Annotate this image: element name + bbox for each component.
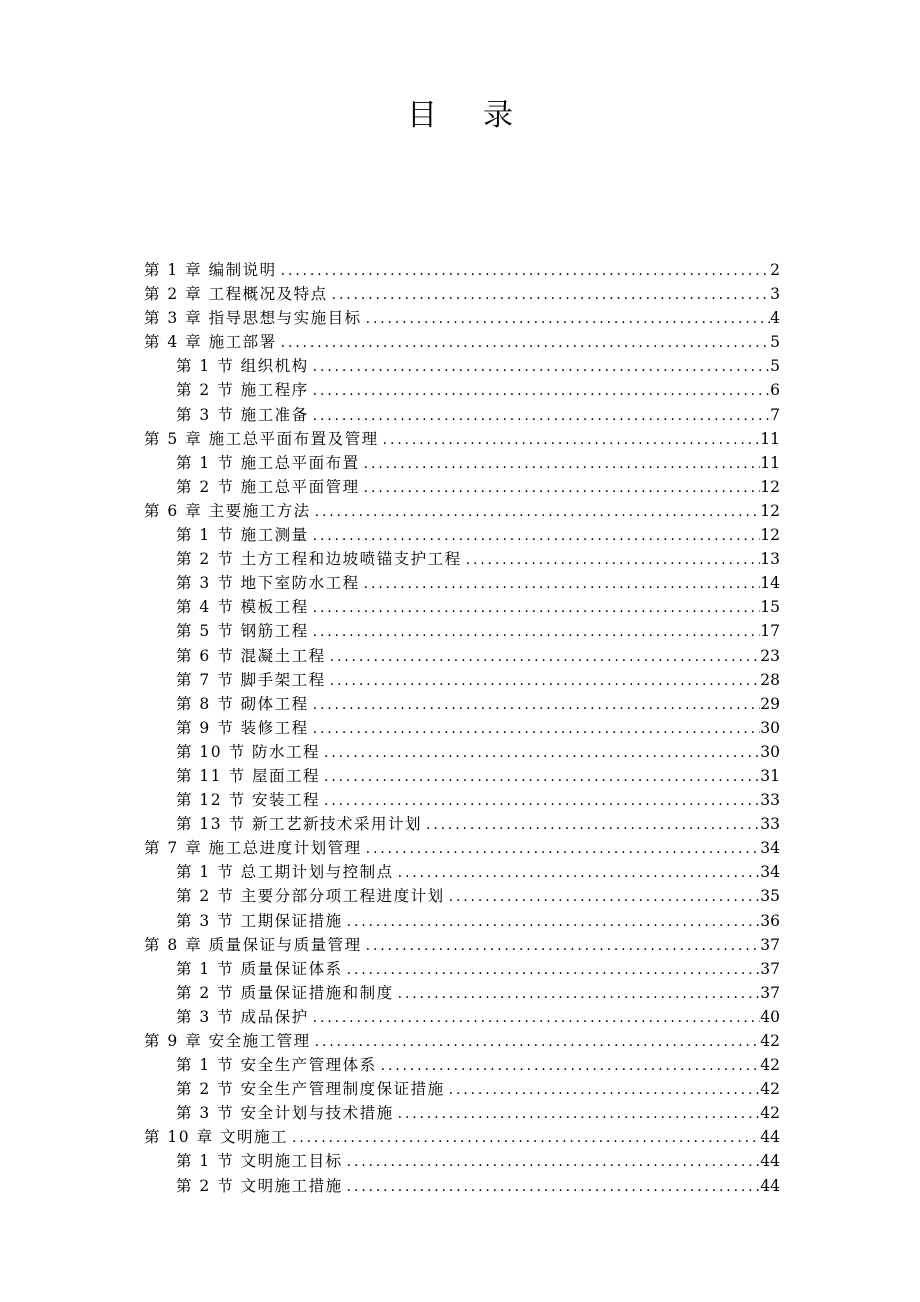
toc-page-number: 42 bbox=[760, 1056, 780, 1075]
toc-dot-leader bbox=[343, 958, 761, 981]
toc-entry-label: 第 10 章 文明施工 bbox=[144, 1128, 289, 1147]
toc-dot-leader bbox=[309, 1006, 761, 1029]
toc-section-entry[interactable] bbox=[144, 644, 780, 668]
toc-page-number: 12 bbox=[760, 477, 780, 496]
toc-entry-label: 第 4 节 模板工程 bbox=[176, 598, 309, 617]
toc-entry-label: 第 6 节 混凝土工程 bbox=[176, 646, 326, 665]
toc-entry-label: 第 2 节 安全生产管理制度保证措施 bbox=[176, 1080, 445, 1099]
toc-section-entry[interactable] bbox=[144, 1101, 780, 1125]
toc-chapter-entry[interactable] bbox=[144, 933, 780, 957]
toc-dot-leader bbox=[377, 1054, 761, 1077]
toc-section-entry[interactable] bbox=[144, 668, 780, 692]
toc-dot-leader bbox=[311, 1030, 761, 1053]
toc-section-entry[interactable] bbox=[144, 1174, 780, 1198]
toc-entry-label: 第 11 节 屋面工程 bbox=[176, 766, 321, 785]
toc-entry-label: 第 13 节 新工艺新技术采用计划 bbox=[176, 815, 423, 834]
toc-entry-label: 第 1 章 编制说明 bbox=[144, 261, 277, 279]
toc-section-entry[interactable] bbox=[144, 716, 780, 740]
toc-section-entry[interactable] bbox=[144, 884, 780, 908]
toc-section-entry[interactable] bbox=[144, 451, 780, 475]
toc-dot-leader bbox=[445, 1078, 761, 1101]
toc-page-number: 44 bbox=[760, 1176, 780, 1195]
toc-entry-label: 第 9 章 安全施工管理 bbox=[144, 1032, 311, 1050]
toc-dot-leader bbox=[328, 283, 770, 306]
toc-chapter-entry[interactable] bbox=[144, 282, 780, 306]
toc-dot-leader bbox=[360, 572, 761, 595]
toc-entry-label: 第 5 节 钢筋工程 bbox=[176, 622, 309, 641]
toc-dot-leader bbox=[326, 645, 761, 668]
title-char-1: 目 bbox=[407, 98, 437, 133]
toc-entry-label: 第 3 节 工期保证措施 bbox=[176, 911, 343, 930]
toc-page-number: 34 bbox=[760, 839, 780, 858]
toc-section-entry[interactable] bbox=[144, 354, 780, 378]
toc-section-entry[interactable] bbox=[144, 1005, 780, 1029]
toc-page-number: 12 bbox=[760, 526, 780, 545]
toc-section-entry[interactable] bbox=[144, 1077, 780, 1101]
toc-dot-leader bbox=[343, 1150, 761, 1173]
toc-dot-leader bbox=[320, 741, 760, 764]
toc-entry-label: 第 2 节 文明施工措施 bbox=[176, 1176, 343, 1195]
toc-dot-leader bbox=[362, 307, 770, 330]
toc-dot-leader bbox=[445, 885, 761, 908]
toc-page-number: 36 bbox=[760, 911, 780, 930]
toc-page-number: 13 bbox=[760, 550, 780, 569]
toc-dot-leader bbox=[277, 259, 770, 282]
toc-section-entry[interactable] bbox=[144, 403, 780, 427]
toc-dot-leader bbox=[360, 476, 761, 499]
toc-page-number: 42 bbox=[760, 1104, 780, 1123]
toc-section-entry[interactable] bbox=[144, 595, 780, 619]
toc-dot-leader bbox=[309, 717, 761, 740]
toc-dot-leader bbox=[360, 452, 761, 475]
toc-section-entry[interactable] bbox=[144, 619, 780, 643]
toc-dot-leader bbox=[320, 765, 760, 788]
toc-chapter-entry[interactable] bbox=[144, 499, 780, 523]
toc-page-number: 28 bbox=[760, 670, 780, 689]
toc-page-number: 15 bbox=[760, 598, 780, 617]
toc-section-entry[interactable] bbox=[144, 909, 780, 933]
toc-page-number: 34 bbox=[760, 863, 780, 882]
toc-section-entry[interactable] bbox=[144, 1149, 780, 1173]
toc-section-entry[interactable] bbox=[144, 764, 780, 788]
toc-dot-leader bbox=[277, 331, 770, 354]
toc-section-entry[interactable] bbox=[144, 547, 780, 571]
toc-entry-label: 第 12 节 安装工程 bbox=[176, 791, 321, 810]
toc-entry-label: 第 8 节 砌体工程 bbox=[176, 694, 309, 713]
toc-dot-leader bbox=[422, 813, 760, 836]
toc-entry-label: 第 8 章 质量保证与质量管理 bbox=[144, 935, 362, 954]
toc-dot-leader bbox=[379, 428, 761, 451]
toc-dot-leader bbox=[311, 500, 761, 523]
toc-dot-leader bbox=[309, 404, 770, 427]
toc-entry-label: 第 2 节 质量保证措施和制度 bbox=[176, 983, 394, 1002]
toc-section-entry[interactable] bbox=[144, 692, 780, 716]
toc-entry-label: 第 1 节 安全生产管理体系 bbox=[176, 1056, 377, 1075]
toc-section-entry[interactable] bbox=[144, 812, 780, 836]
toc-dot-leader bbox=[320, 789, 760, 812]
toc-entry-label: 第 2 节 土方工程和边坡喷锚支护工程 bbox=[176, 550, 462, 569]
toc-entry-label: 第 7 章 施工总进度计划管理 bbox=[144, 839, 362, 858]
toc-chapter-entry[interactable] bbox=[144, 330, 780, 354]
toc-page-number: 23 bbox=[760, 646, 780, 665]
toc-chapter-entry[interactable] bbox=[144, 1125, 780, 1149]
toc-page-number: 33 bbox=[760, 791, 780, 810]
toc-entry-label: 第 9 节 装修工程 bbox=[176, 718, 309, 737]
toc-dot-leader bbox=[309, 693, 761, 716]
toc-page-number: 29 bbox=[760, 694, 780, 713]
toc-page-number: 12 bbox=[760, 501, 780, 520]
toc-dot-leader bbox=[309, 596, 761, 619]
toc-section-entry[interactable] bbox=[144, 981, 780, 1005]
toc-page-number: 5 bbox=[770, 333, 780, 352]
toc-page-number: 44 bbox=[760, 1128, 780, 1147]
toc-page-number: 5 bbox=[770, 357, 780, 376]
toc-page-number: 30 bbox=[760, 718, 780, 737]
toc-dot-leader bbox=[462, 548, 761, 571]
toc-entry-label: 第 3 节 地下室防水工程 bbox=[176, 574, 360, 593]
toc-dot-leader bbox=[309, 620, 761, 643]
toc-page-number: 37 bbox=[760, 983, 780, 1002]
toc-page-number: 31 bbox=[760, 766, 780, 785]
toc-dot-leader bbox=[309, 524, 761, 547]
toc-entry-label: 第 1 节 质量保证体系 bbox=[176, 959, 343, 978]
toc-page-number: 40 bbox=[760, 1007, 780, 1026]
toc-section-entry[interactable] bbox=[144, 957, 780, 981]
toc-entry-label: 第 6 章 主要施工方法 bbox=[144, 501, 311, 520]
toc-dot-leader bbox=[394, 861, 761, 884]
toc-page-number: 14 bbox=[760, 574, 780, 593]
toc-page-number: 42 bbox=[760, 1032, 780, 1050]
toc-section-entry[interactable] bbox=[144, 523, 780, 547]
toc-page-number: 6 bbox=[770, 381, 780, 400]
toc-entry-label: 第 10 节 防水工程 bbox=[176, 742, 321, 761]
toc-page-number: 30 bbox=[760, 742, 780, 761]
table-of-contents bbox=[144, 258, 780, 1198]
toc-entry-label: 第 2 节 主要分部分项工程进度计划 bbox=[176, 887, 445, 906]
toc-section-entry[interactable] bbox=[144, 475, 780, 499]
toc-page-number: 37 bbox=[760, 959, 780, 978]
toc-section-entry[interactable] bbox=[144, 740, 780, 764]
toc-entry-label: 第 3 节 成品保护 bbox=[176, 1007, 309, 1026]
toc-dot-leader bbox=[343, 1175, 761, 1198]
toc-entry-label: 第 5 章 施工总平面布置及管理 bbox=[144, 429, 379, 448]
toc-page-number: 11 bbox=[760, 453, 780, 472]
toc-section-entry[interactable] bbox=[144, 571, 780, 595]
toc-chapter-entry[interactable] bbox=[144, 1029, 780, 1053]
page-title bbox=[0, 90, 920, 134]
title-char-2: 录 bbox=[483, 98, 513, 133]
toc-entry-label: 第 1 节 组织机构 bbox=[176, 357, 309, 376]
toc-dot-leader bbox=[362, 934, 761, 957]
toc-entry-label: 第 2 节 施工总平面管理 bbox=[176, 477, 360, 496]
toc-dot-leader bbox=[394, 982, 761, 1005]
toc-section-entry[interactable] bbox=[144, 1053, 780, 1077]
toc-section-entry[interactable] bbox=[144, 378, 780, 402]
toc-entry-label: 第 3 节 安全计划与技术措施 bbox=[176, 1104, 394, 1123]
toc-dot-leader bbox=[288, 1126, 760, 1149]
toc-chapter-entry[interactable] bbox=[144, 306, 780, 330]
toc-dot-leader bbox=[362, 837, 761, 860]
toc-page-number: 35 bbox=[760, 887, 780, 906]
toc-dot-leader bbox=[309, 379, 770, 402]
toc-chapter-entry[interactable] bbox=[144, 258, 780, 282]
toc-entry-label: 第 1 节 施工总平面布置 bbox=[176, 453, 360, 472]
toc-section-entry[interactable] bbox=[144, 860, 780, 884]
toc-entry-label: 第 1 节 文明施工目标 bbox=[176, 1152, 343, 1171]
toc-page-number: 2 bbox=[770, 261, 780, 279]
toc-entry-label: 第 3 节 施工准备 bbox=[176, 405, 309, 424]
toc-dot-leader bbox=[394, 1102, 761, 1125]
toc-page-number: 17 bbox=[760, 622, 780, 641]
toc-page-number: 4 bbox=[770, 309, 780, 328]
toc-page-number: 42 bbox=[760, 1080, 780, 1099]
toc-dot-leader bbox=[326, 669, 761, 692]
toc-entry-label: 第 1 节 总工期计划与控制点 bbox=[176, 863, 394, 882]
toc-entry-label: 第 7 节 脚手架工程 bbox=[176, 670, 326, 689]
toc-page-number: 7 bbox=[770, 405, 780, 424]
toc-dot-leader bbox=[343, 910, 761, 933]
toc-page-number: 33 bbox=[760, 815, 780, 834]
toc-dot-leader bbox=[309, 355, 770, 378]
toc-entry-label: 第 2 章 工程概况及特点 bbox=[144, 285, 328, 304]
toc-chapter-entry[interactable] bbox=[144, 427, 780, 451]
toc-chapter-entry[interactable] bbox=[144, 836, 780, 860]
toc-page-number: 44 bbox=[760, 1152, 780, 1171]
toc-entry-label: 第 1 节 施工测量 bbox=[176, 526, 309, 545]
toc-entry-label: 第 4 章 施工部署 bbox=[144, 333, 277, 352]
toc-page-number: 37 bbox=[760, 935, 780, 954]
toc-section-entry[interactable] bbox=[144, 788, 780, 812]
toc-entry-label: 第 3 章 指导思想与实施目标 bbox=[144, 309, 362, 328]
toc-page-number: 3 bbox=[770, 285, 780, 304]
toc-entry-label: 第 2 节 施工程序 bbox=[176, 381, 309, 400]
toc-page-number: 11 bbox=[760, 429, 780, 448]
